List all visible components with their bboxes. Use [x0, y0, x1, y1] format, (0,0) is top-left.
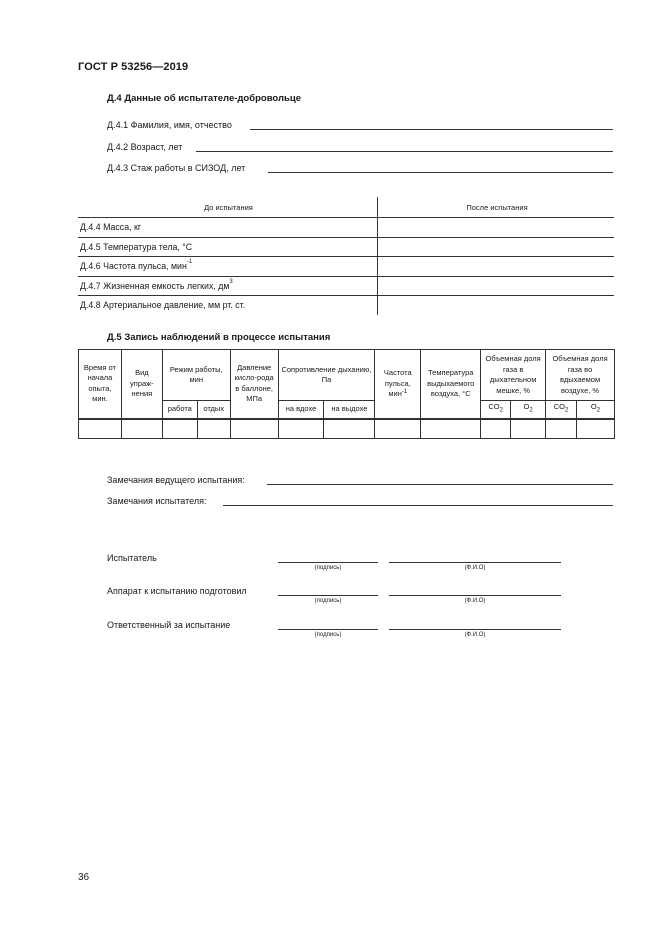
name-line-preparer[interactable]	[389, 595, 561, 596]
cell-after-mass[interactable]	[378, 218, 615, 238]
name-caption: (Ф.И.О)	[464, 632, 486, 638]
col-air-o2: $O_2$	[577, 401, 615, 419]
col-after-test: После испытания	[378, 197, 615, 218]
signature-line-tester[interactable]	[278, 562, 378, 563]
cell-bag-co2[interactable]	[481, 419, 511, 439]
experience-input-line[interactable]	[268, 172, 613, 173]
cell-after-blood-pressure[interactable]	[378, 296, 615, 315]
signature-caption: (подпись)	[314, 632, 342, 638]
cell-mode-work[interactable]	[162, 419, 197, 439]
table-row	[78, 237, 614, 257]
name-line-tester[interactable]	[389, 562, 561, 563]
cell-bag-o2[interactable]	[511, 419, 546, 439]
col-bag-co2: $CO_2$	[481, 401, 511, 419]
col-exercise-type: Вид упраж-нения	[121, 350, 162, 419]
age-input-line[interactable]	[196, 151, 613, 152]
col-bag-o2: $O_2$	[511, 401, 546, 419]
name-caption: (Ф.И.О)	[464, 598, 486, 604]
section-d4-title: Д.4 Данные об испытателе-добровольце	[107, 93, 301, 104]
field-label-experience: Д.4.3 Стаж работы в СИЗОД, лет	[107, 163, 246, 173]
row-label-pulse: Д.4.6 Частота пульса, мин$^{-1}$	[78, 257, 378, 277]
signature-role-preparer: Аппарат к испытанию подготовил	[107, 586, 247, 596]
col-resistance-exhale: на выдохе	[324, 401, 375, 419]
col-before-test: До испытания	[78, 197, 378, 218]
col-resistance-inhale: на вдохе	[278, 401, 324, 419]
row-label-lung-capacity: Д.4.7 Жизненная емкость легких, $дм^3$	[78, 276, 378, 296]
page-number: 36	[78, 872, 90, 883]
signature-role-responsible: Ответственный за испытание	[107, 620, 231, 630]
col-mode-rest: отдых	[197, 401, 230, 419]
table-row	[78, 257, 614, 277]
col-oxygen-pressure: Давление кисло-рода в баллоне, МПа	[230, 350, 278, 419]
col-breathing-resistance: Сопротивление дыханию, Па	[278, 350, 375, 401]
cell-after-pulse[interactable]	[378, 257, 615, 277]
row-label-mass: Д.4.4 Масса, кг	[78, 218, 378, 238]
table-row	[78, 276, 614, 296]
section-d5-title: Д.5 Запись наблюдений в процессе испытания	[107, 332, 331, 343]
name-caption: (Ф.И.О)	[464, 565, 486, 571]
cell-mode-rest[interactable]	[197, 419, 230, 439]
cell-air-co2[interactable]	[546, 419, 577, 439]
cell-resistance-exhale[interactable]	[324, 419, 375, 439]
row-label-temperature: Д.4.5 Температура тела, °С	[78, 237, 378, 257]
signature-line-responsible[interactable]	[278, 629, 378, 630]
table-row	[78, 296, 614, 315]
row-label-blood-pressure: Д.4.8 Артериальное давление, мм рт. ст.	[78, 296, 378, 315]
remarks-tester-line[interactable]	[223, 505, 613, 506]
signature-line-preparer[interactable]	[278, 595, 378, 596]
col-gas-in-air: Объемная доля газа во вдыхаемом воздухе, %	[546, 350, 615, 401]
cell-time[interactable]	[79, 419, 122, 439]
col-gas-in-bag: Объемная доля газа в дыхательном мешке, %	[481, 350, 546, 401]
signature-caption: (подпись)	[314, 565, 342, 571]
col-work-mode: Режим работы, мин	[162, 350, 230, 401]
measurements-table-header	[78, 197, 614, 218]
fio-input-line[interactable]	[250, 129, 613, 130]
cell-exercise-type[interactable]	[121, 419, 162, 439]
col-pulse: Частота пульса, мин$^{-1}$	[375, 350, 421, 419]
document-header: ГОСТ Р 53256—2019	[78, 61, 189, 73]
cell-pulse[interactable]	[375, 419, 421, 439]
table-row	[78, 218, 614, 238]
table-row	[79, 419, 615, 439]
measurements-table	[78, 197, 614, 315]
name-line-responsible[interactable]	[389, 629, 561, 630]
cell-exhaled-temperature[interactable]	[421, 419, 481, 439]
observations-table	[78, 349, 615, 439]
col-exhaled-temperature: Температура выдыхаемого воздуха, °С	[421, 350, 481, 419]
cell-after-lung-capacity[interactable]	[378, 276, 615, 296]
remarks-tester-label: Замечания испытателя:	[107, 496, 207, 506]
remarks-leader-line[interactable]	[267, 484, 613, 485]
signature-caption: (подпись)	[314, 598, 342, 604]
field-label-age: Д.4.2 Возраст, лет	[107, 142, 183, 152]
observations-header-row	[79, 350, 615, 401]
signature-role-tester: Испытатель	[107, 553, 157, 563]
remarks-leader-label: Замечания ведущего испытания:	[107, 475, 245, 485]
col-mode-work: работа	[162, 401, 197, 419]
cell-oxygen-pressure[interactable]	[230, 419, 278, 439]
cell-air-o2[interactable]	[577, 419, 615, 439]
col-air-co2: $CO_2$	[546, 401, 577, 419]
cell-after-temperature[interactable]	[378, 237, 615, 257]
cell-resistance-inhale[interactable]	[278, 419, 324, 439]
col-time: Время от начала опыта, мин.	[79, 350, 122, 419]
field-label-fio: Д.4.1 Фамилия, имя, отчество	[107, 120, 232, 130]
